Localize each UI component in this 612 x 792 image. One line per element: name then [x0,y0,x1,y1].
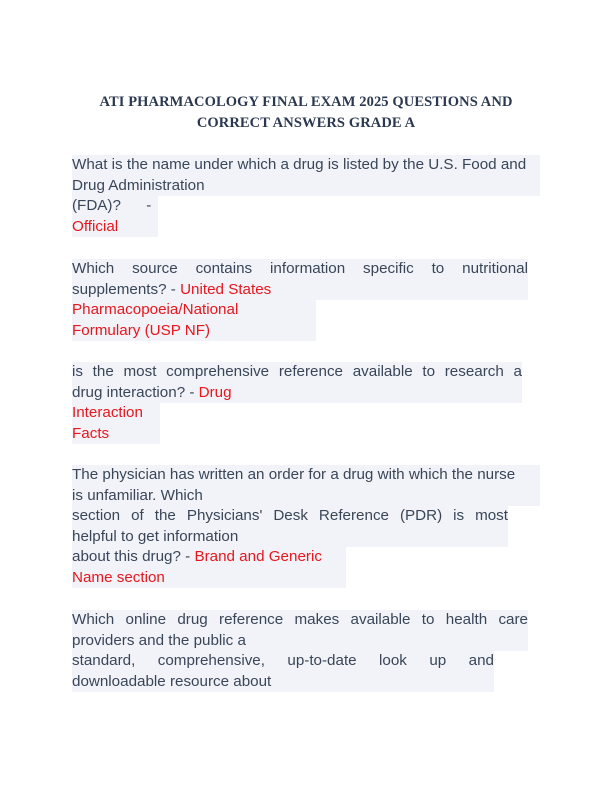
answer-text: Formulary (USP NF) [72,321,211,339]
question-line: helpful to get information [72,527,239,545]
qa-block-4-b [72,506,508,547]
question-line: downloadable resource about [72,672,272,690]
question-line: section of the Physicians' Desk Reference (PDR) is most [72,507,508,524]
answer-text: United States [180,280,272,298]
qa-block-5 [72,610,528,651]
document-title [72,92,540,134]
title-line-2: CORRECT ANSWERS GRADE A [196,115,416,131]
qa-block-2 [72,259,528,300]
qa-block-3-answer [72,403,160,444]
qa-block-4-answer [72,547,346,588]
qa-block-3 [72,362,522,403]
answer-text: Pharmacopoeia/National [72,301,239,318]
answer-text: Brand and Generic [194,548,322,565]
question-line: is the most comprehensive reference available to research a [72,363,522,380]
answer-text: Interaction [72,404,143,421]
qa-block-5-b [72,651,494,692]
question-line: Which online drug reference makes available to health care [72,611,528,628]
question-line: is unfamiliar. Which [72,486,203,504]
qa-block-4 [72,465,540,506]
question-line: Drug Administration [72,176,205,194]
answer-text: Name section [72,568,165,586]
question-line: (FDA)? - [72,197,152,214]
answer-text: Official [72,217,119,235]
question-line: about this drug? - [72,548,191,565]
qa-block-1 [72,155,540,196]
question-line: Which source contains information specific to nutritional [72,260,528,277]
question-line: standard, comprehensive, up-to-date look up and [72,652,494,669]
question-line: drug interaction? - [72,383,195,401]
question-line: supplements? - [72,280,176,298]
answer-text: Facts [72,424,110,442]
question-line: providers and the public a [72,631,246,649]
qa-block-1-answer [72,196,158,237]
question-line: What is the name under which a drug is listed by the U.S. Food and [72,156,527,173]
question-line: The physician has written an order for a drug with which the nurse [72,466,516,483]
qa-block-2-answer [72,300,316,341]
title-line-1: ATI PHARMACOLOGY FINAL EXAM 2025 QUESTIONS AND [99,94,513,110]
answer-text: Drug [198,383,232,401]
